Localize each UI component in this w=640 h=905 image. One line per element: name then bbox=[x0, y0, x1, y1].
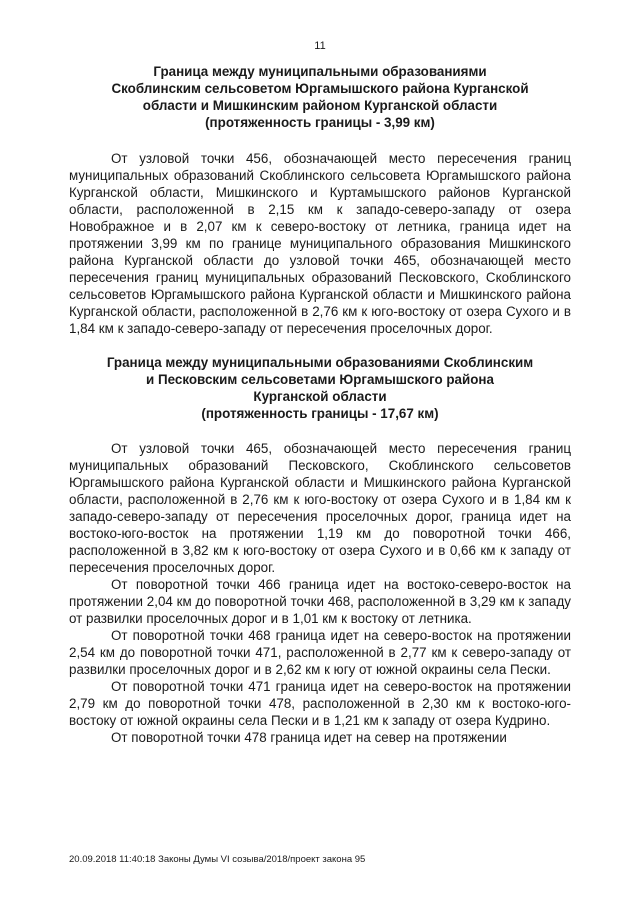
heading-line: Скоблинским сельсоветом Юргамышского района Курганской bbox=[111, 81, 529, 96]
heading-line: (протяженность границы - 3,99 км) bbox=[205, 115, 435, 130]
heading-line: (протяженность границы - 17,67 км) bbox=[201, 405, 439, 421]
document-footer: 20.09.2018 11:40:18 Законы Думы VI созыва/2018/проект закона 95 bbox=[69, 854, 366, 865]
section-heading-2 bbox=[69, 354, 571, 422]
heading-line: Граница между муниципальными образованиями bbox=[153, 64, 487, 79]
heading-line: Граница между муниципальными образованиями Скоблинским bbox=[106, 354, 534, 370]
page-number: 11 bbox=[314, 40, 326, 52]
paragraph: От поворотной точки 466 граница идет на востоко-северо-восток на протяжении 2,04 км до поворотной точки 468, расположенной в 3,29 км к западу от развилки проселочных дорог и в 1,01 км к востоку от летника. bbox=[69, 576, 571, 626]
paragraph: От поворотной точки 471 граница идет на северо-восток на протяжении 2,79 км до поворотной точки 478, расположенной в 2,30 км к востоко-юго-востоку от южной окраины села Пески и в 1,21 км к западу от озера Кудрино. bbox=[69, 679, 571, 729]
paragraph: От узловой точки 456, обозначающей место пересечения границ муниципальных образований Скоблинского сельсовета Юргамышского района Курганской области, Мишкинского и Куртамышского районов Курганской области, расположенной в 2,15 км к западо-северо-западу от озера Новображное и в 2,07 км к северо-востоку от летника, граница идет на протяжении 3,99 км по границе муниципального образования Мишкинского района Курганской области до узловой точки 465, обозначающей место пересечения границ муниципальных образований Песковского, Скоблинского сельсоветов Юргамышского района Курганской области и Мишкинского района Курганской области, расположенной в 2,76 км к юго-востоку от озера Сухого и в 1,84 км к западо-северо-западу от пересечения проселочных дорог. bbox=[69, 151, 571, 337]
heading-line: Курганской области bbox=[253, 388, 387, 404]
heading-line: области и Мишкинским районом Курганской области bbox=[142, 98, 498, 113]
paragraph: От поворотной точки 478 граница идет на север на протяжении bbox=[111, 730, 507, 746]
page-content bbox=[69, 63, 571, 746]
heading-line: и Песковским сельсоветами Юргамышского района bbox=[146, 371, 494, 387]
paragraph: От узловой точки 465, обозначающей место пересечения границ муниципальных образований Песковского, Скоблинского сельсоветов Юргамышского района Курганской области и Мишкинского района Курганской области, расположенной в 2,76 км к юго-востоку от озера Сухого и в 1,84 км к западо-северо-западу от пересечения проселочных дорог, граница идет на востоко-юго-восток на протяжении 1,19 км до поворотной точки 466, расположенной в 3,82 км к юго-востоку от озера Сухого и в 0,66 км к западу от пересечения проселочных дорог. bbox=[69, 440, 571, 575]
paragraph: От поворотной точки 468 граница идет на северо-восток на протяжении 2,54 км до поворотной точки 471, расположенной в 2,77 км к северо-западу от развилки проселочных дорог и в 2,62 км к югу от южной окраины села Пески. bbox=[69, 628, 571, 678]
section-heading-1 bbox=[69, 63, 571, 131]
